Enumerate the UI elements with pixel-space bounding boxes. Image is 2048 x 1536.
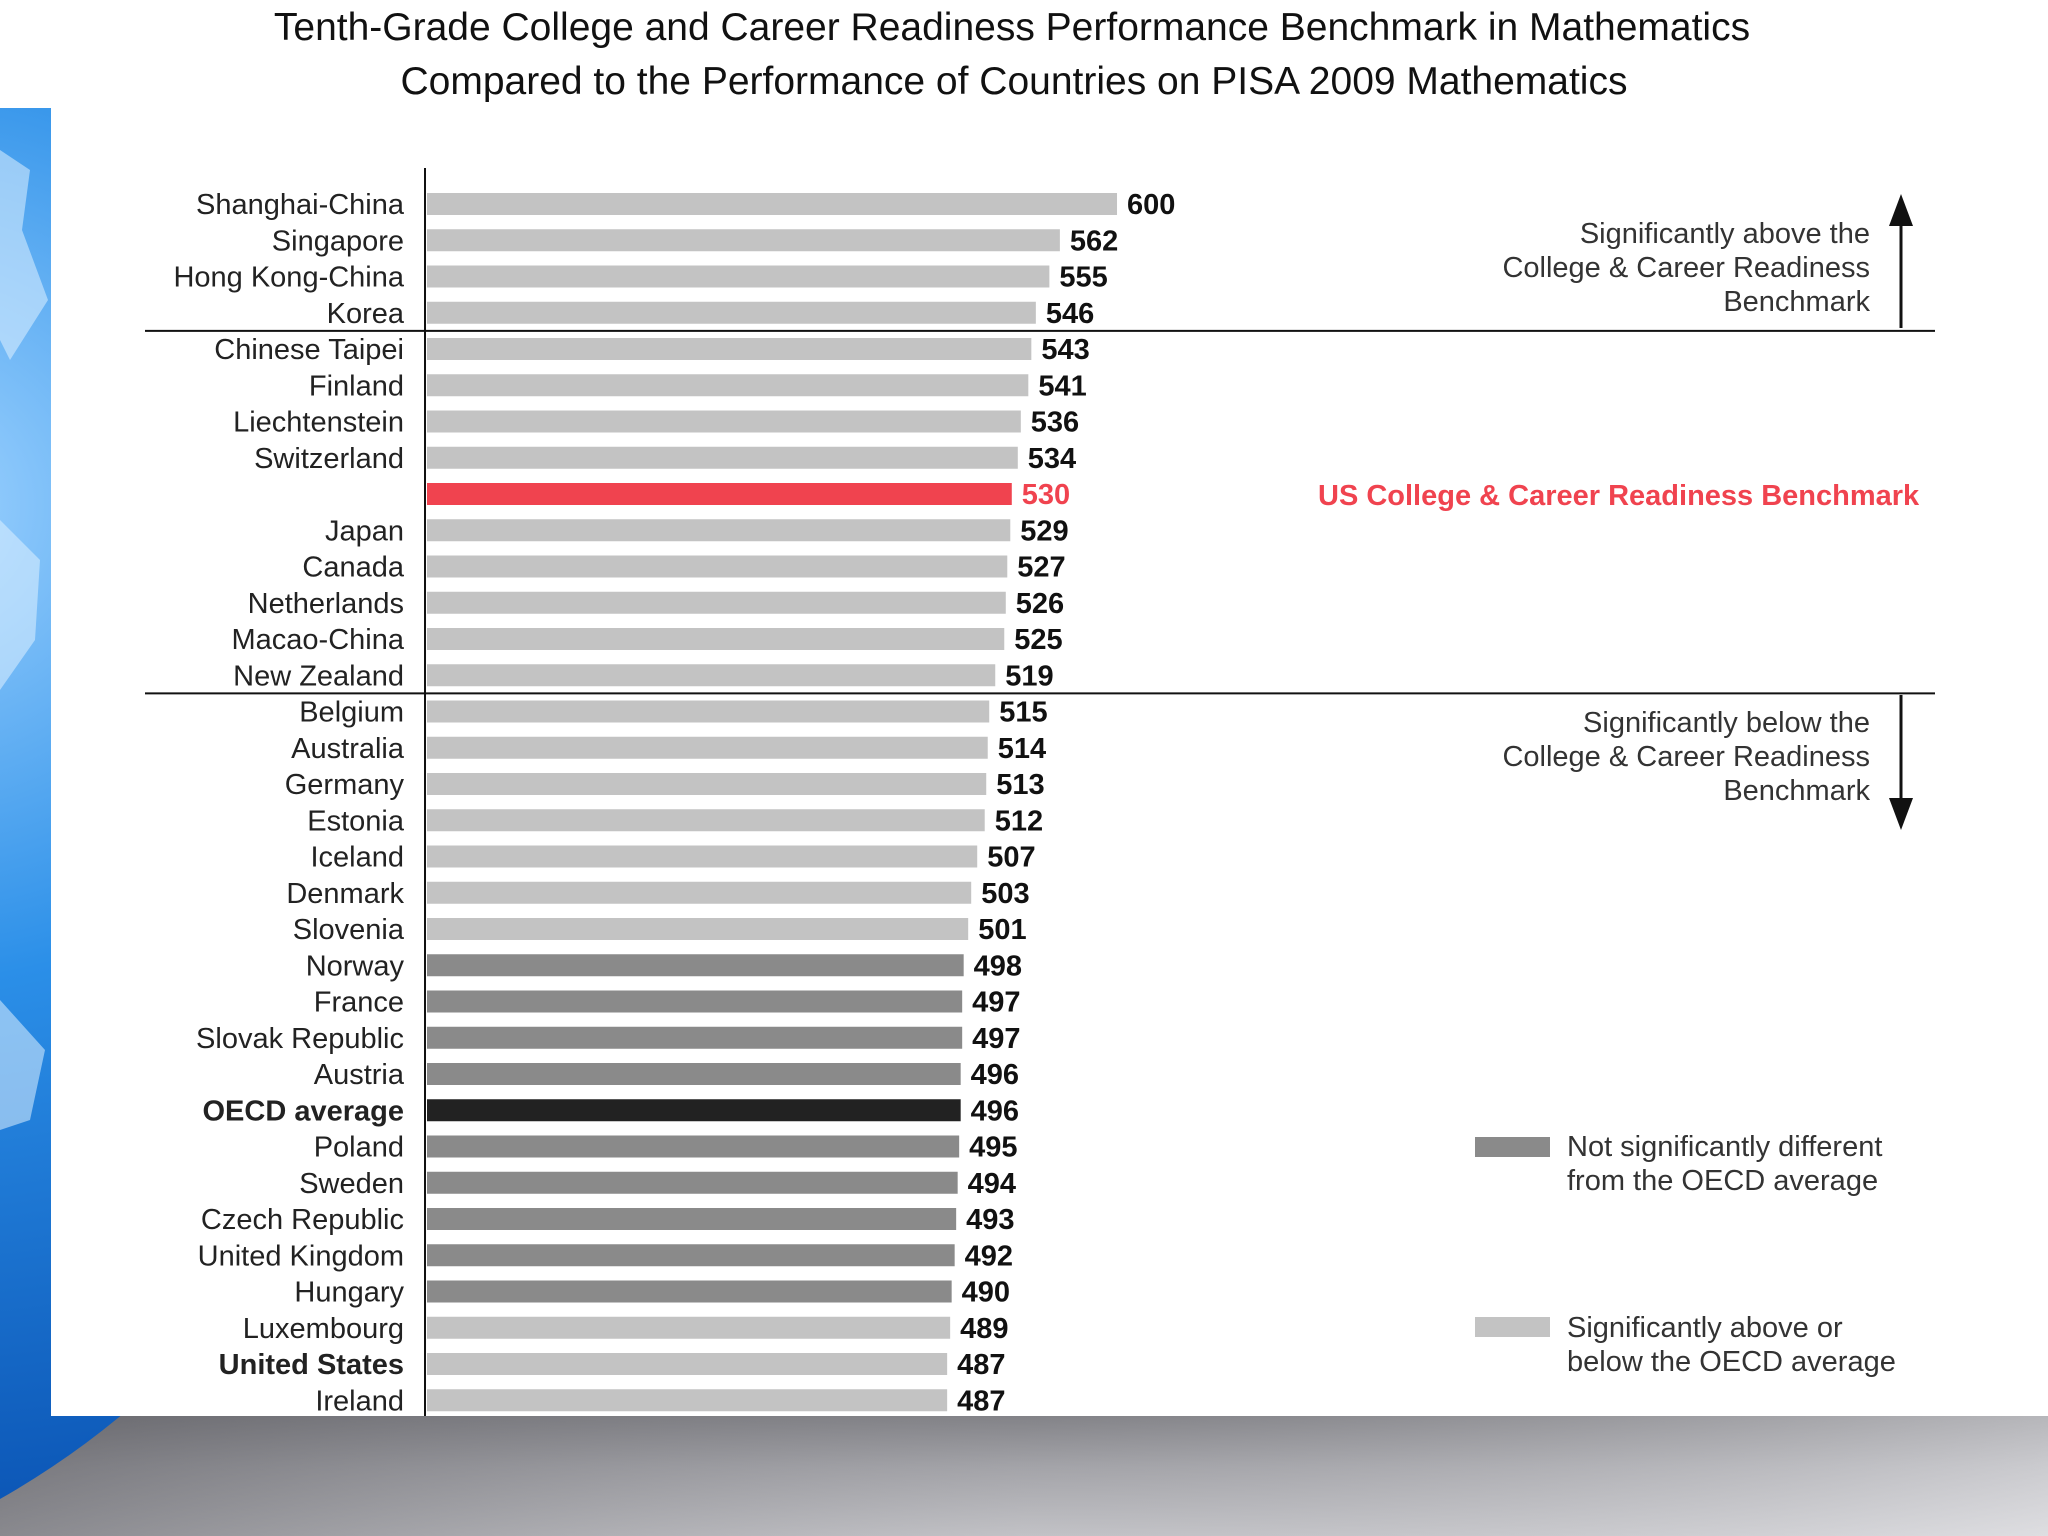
value-label-austria: 496 [970,1059,1020,1091]
value-label-hungary: 490 [961,1276,1011,1309]
value-label-canada: 527 [1017,551,1066,584]
category-label-luxembourg: Luxembourg [242,1312,404,1345]
bar-oecd-average [427,1099,961,1121]
bar-switzerland [427,447,1018,469]
value-label-japan: 529 [1020,515,1069,548]
value-label-luxembourg: 489 [960,1312,1009,1345]
bar-luxembourg [427,1317,950,1339]
bar-austria [427,1063,961,1085]
value-label-germany: 513 [996,769,1045,801]
category-label-australia: Australia [291,732,404,765]
annotation-above-line-1: Significantly above the [1579,218,1870,250]
bar-iceland [427,846,977,868]
value-label-united-states: 487 [957,1349,1006,1381]
bar-new-zealand [427,664,995,686]
category-label-united-kingdom: United Kingdom [197,1240,404,1273]
category-label-belgium: Belgium [299,696,404,729]
bar-czech-republic [427,1208,956,1230]
bar-poland [427,1136,959,1158]
category-label-ireland: Ireland [315,1385,404,1418]
bar-estonia [427,809,985,831]
legend-dark-line-1: Not significantly different [1567,1131,1883,1163]
category-label-shanghai-china: Shanghai-China [196,189,404,221]
annotation-above-line-3: Benchmark [1723,286,1870,318]
bar-belgium [427,701,989,723]
legend-light-line-2: below the OECD average [1567,1346,1896,1378]
value-label-norway: 498 [973,950,1023,983]
category-label-denmark: Denmark [286,877,404,910]
category-label-canada: Canada [302,551,404,584]
value-label-iceland: 507 [987,841,1036,874]
value-label-switzerland: 534 [1027,442,1077,475]
value-label-sweden: 494 [967,1167,1017,1200]
chart-title-line-2: Compared to the Performance of Countries on PISA 2009 Mathematics [400,60,1628,103]
category-label-switzerland: Switzerland [254,442,404,475]
category-label-iceland: Iceland [310,841,404,874]
bar-finland [427,374,1028,396]
bar-slovenia [427,918,968,940]
category-label-france: France [313,986,404,1019]
annotation-below-line-1: Significantly below the [1583,707,1870,739]
category-label-slovenia: Slovenia [292,914,404,946]
category-label-macao-china: Macao-China [231,624,404,656]
bar-korea [427,302,1036,324]
bar-slovak-republic [427,1027,962,1049]
legend-swatch-light [1475,1317,1550,1337]
legend-dark-line-2: from the OECD average [1567,1165,1879,1197]
category-label-new-zealand: New Zealand [233,660,404,693]
bar-japan [427,519,1010,541]
value-label-france: 497 [972,986,1021,1019]
annotation-below-line-2: College & Career Readiness [1502,741,1870,773]
category-label-hungary: Hungary [294,1276,404,1309]
category-label-korea: Korea [326,297,404,330]
value-label-oecd-average: 496 [970,1095,1020,1128]
category-label-united-states: United States [218,1349,404,1381]
value-label-ireland: 487 [957,1385,1006,1418]
value-label-new-zealand: 519 [1005,660,1054,693]
bar-united-kingdom [427,1244,955,1266]
value-label-estonia: 512 [994,805,1044,838]
bar-sweden [427,1172,958,1194]
category-label-japan: Japan [324,515,404,548]
bar-norway [427,954,964,976]
category-label-estonia: Estonia [307,805,404,838]
annotation-above-line-2: College & Career Readiness [1502,252,1870,284]
category-label-czech-republic: Czech Republic [200,1204,404,1236]
category-label-poland: Poland [313,1131,404,1164]
category-label-slovak-republic: Slovak Republic [196,1022,404,1055]
category-label-singapore: Singapore [271,225,404,258]
value-label-slovak-republic: 497 [972,1022,1021,1055]
bar-chinese-taipei [427,338,1031,360]
bar-france [427,991,962,1013]
value-label-macao-china: 525 [1014,624,1063,656]
category-label-norway: Norway [305,950,404,983]
bar-hong-kong-china [427,266,1049,288]
bar-ireland [427,1389,947,1411]
value-label-denmark: 503 [981,877,1030,910]
value-label-liechtenstein: 536 [1030,406,1080,439]
benchmark-label: US College & Career Readiness Benchmark [1318,480,1920,512]
bar-netherlands [427,592,1006,614]
category-label-netherlands: Netherlands [247,587,404,620]
category-label-hong-kong-china: Hong Kong-China [173,261,404,294]
bar-liechtenstein [427,411,1021,433]
category-label-chinese-taipei: Chinese Taipei [214,334,404,366]
bar-united-states [427,1353,947,1375]
annotation-below-line-3: Benchmark [1723,775,1870,807]
category-label-liechtenstein: Liechtenstein [233,406,404,439]
value-label-shanghai-china: 600 [1127,189,1176,221]
value-label-slovenia: 501 [978,914,1027,946]
value-label-poland: 495 [969,1131,1018,1164]
value-label-australia: 514 [997,732,1047,765]
chart-title-line-1: Tenth-Grade College and Career Readiness Performance Benchmark in Mathematics [273,6,1751,49]
bar-canada [427,556,1007,578]
value-label-korea: 546 [1045,297,1095,330]
legend-light-line-1: Significantly above or [1567,1312,1843,1344]
value-label-united-kingdom: 492 [964,1240,1014,1273]
bar-macao-china [427,628,1004,650]
category-label-oecd-average: OECD average [202,1095,404,1128]
value-label-benchmark: 530 [1021,479,1071,511]
category-label-sweden: Sweden [299,1167,404,1200]
value-label-czech-republic: 493 [966,1204,1015,1236]
category-label-austria: Austria [313,1059,404,1091]
bar-benchmark [427,483,1012,505]
bar-shanghai-china [427,193,1117,215]
category-label-germany: Germany [284,769,404,801]
bar-australia [427,737,988,759]
value-label-hong-kong-china: 555 [1059,261,1108,294]
value-label-singapore: 562 [1069,225,1119,258]
legend-swatch-dark [1475,1137,1550,1157]
category-label-finland: Finland [308,370,404,403]
value-label-netherlands: 526 [1015,587,1065,620]
value-label-finland: 541 [1038,370,1087,403]
bar-denmark [427,882,971,904]
background-floor-shade [0,1410,2048,1536]
value-label-chinese-taipei: 543 [1041,334,1090,366]
bar-hungary [427,1281,952,1303]
value-label-belgium: 515 [999,696,1048,729]
bar-singapore [427,229,1060,251]
bar-germany [427,773,986,795]
